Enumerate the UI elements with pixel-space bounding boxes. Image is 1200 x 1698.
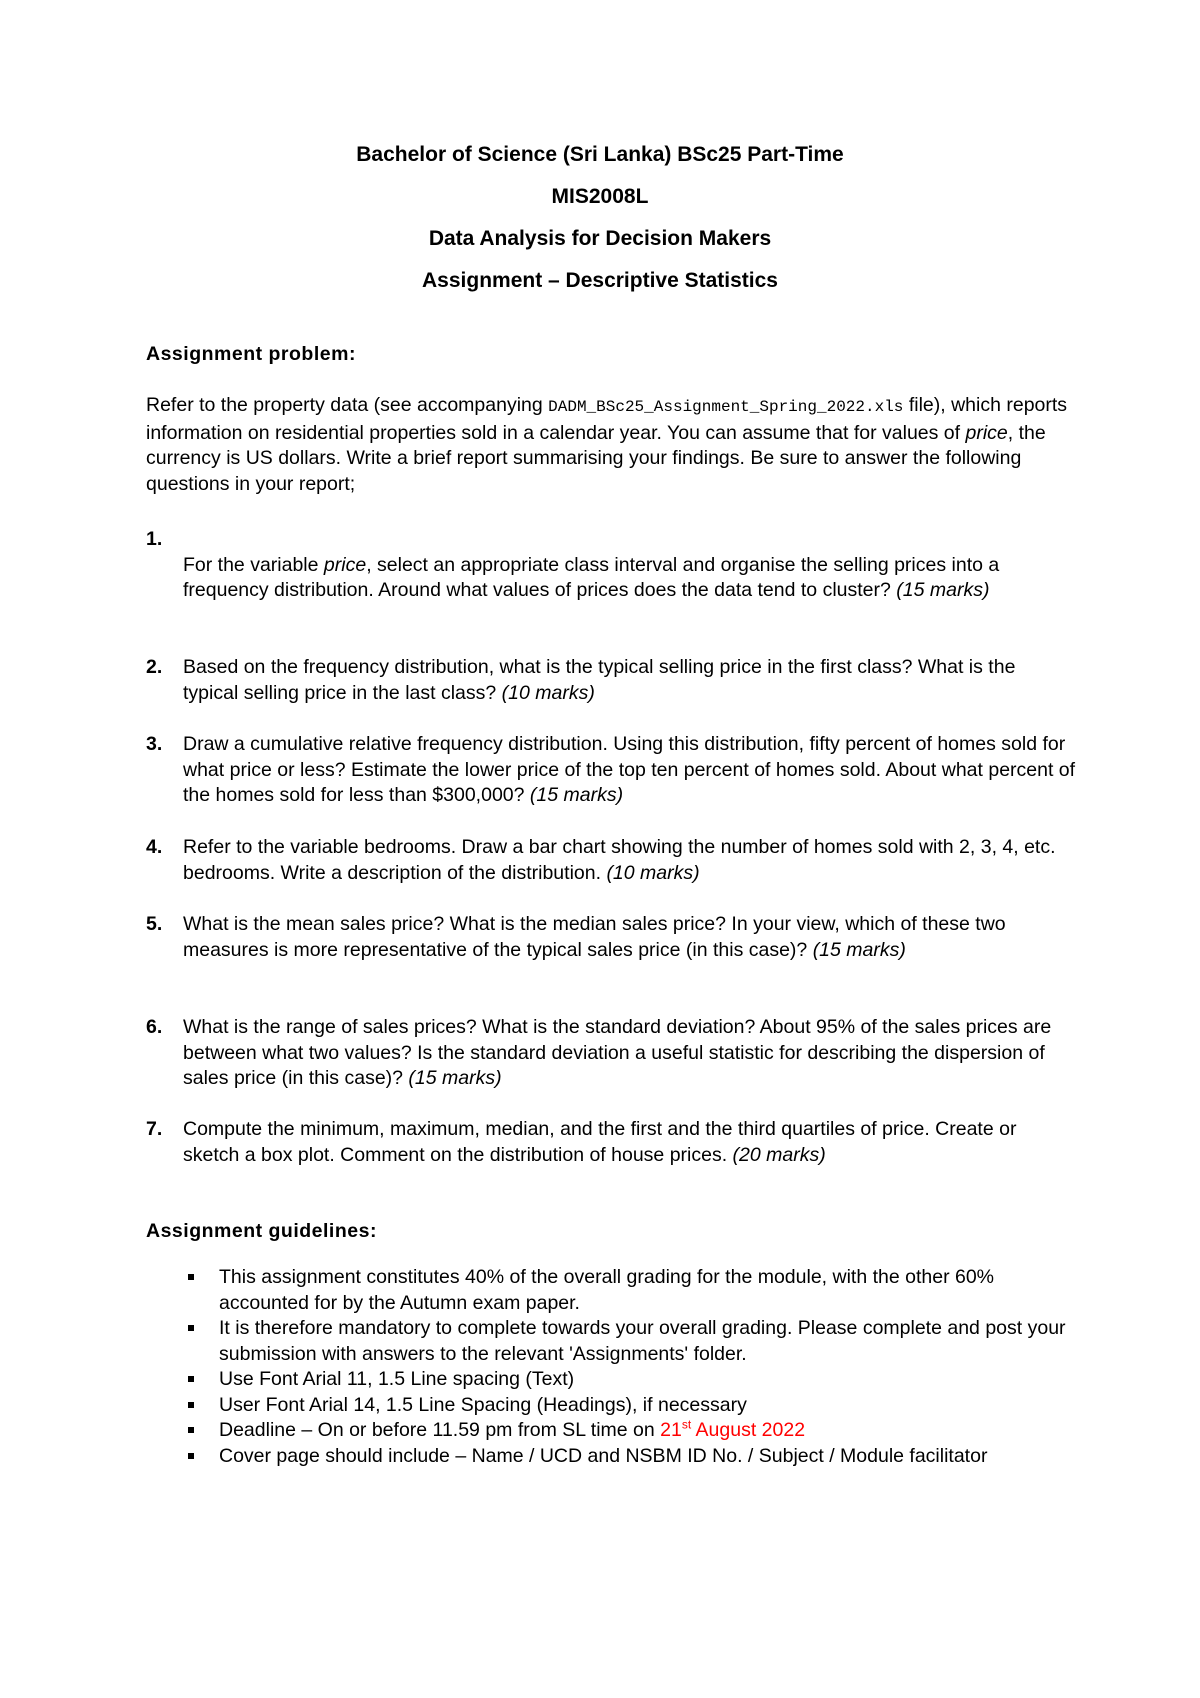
- question-2: [146, 655, 1076, 706]
- question-text-body: Based on the frequency distribution, what is the typical selling price in the first class? What is the typical selling price in the last class?: [183, 656, 1016, 704]
- price-term: price: [323, 553, 367, 576]
- question-marks: (20 marks): [732, 1143, 826, 1166]
- question-number: 7.: [146, 1118, 163, 1140]
- guidelines-list: [146, 1265, 1076, 1469]
- list-item: [146, 1393, 1076, 1419]
- list-item: [146, 1367, 1076, 1393]
- question-text-body: Refer to the variable bedrooms. Draw a bar chart showing the number of homes sold with 2, 3, 4, etc. bedrooms. Write a description of the distribution.: [183, 836, 1056, 884]
- question-marks: (15 marks): [812, 938, 906, 961]
- question-number: 1.: [146, 528, 163, 550]
- question-number: 2.: [146, 656, 163, 678]
- bullet-icon: [188, 1274, 194, 1280]
- guidelines-heading: Assignment guidelines:: [146, 1220, 377, 1242]
- intro-text-1: Refer to the property data (see accompanying: [146, 394, 549, 416]
- bullet-icon: [188, 1376, 194, 1382]
- module-title: Data Analysis for Decision Makers: [428, 227, 772, 250]
- question-text: [183, 835, 1076, 886]
- question-number: 5.: [146, 913, 163, 935]
- question-5: [146, 912, 1076, 963]
- question-7: [146, 1117, 1076, 1168]
- list-item: [146, 1316, 1076, 1367]
- question-marks: (15 marks): [896, 579, 990, 601]
- title-block: [0, 143, 1200, 311]
- bullet-icon: [188, 1453, 194, 1459]
- question-text: [183, 1117, 1076, 1168]
- question-text-body: , select an appropriate class interval and organise the selling prices into a frequency distribution. Around what values of prices does the data tend to cluster?: [183, 553, 1000, 601]
- question-text: [183, 655, 1076, 706]
- question-1: [146, 527, 1076, 604]
- question-text-pre: For the variable: [183, 553, 324, 576]
- guideline-text: This assignment constitutes 40% of the overall grading for the module, with the other 60% accounted for by the Autumn exam paper.: [219, 1266, 995, 1314]
- question-3: [146, 732, 1076, 809]
- guideline-text: It is therefore mandatory to complete towards your overall grading. Please complete and post your submission with answers to the relevant 'Assignments' folder.: [219, 1317, 1066, 1365]
- bullet-icon: [188, 1402, 194, 1408]
- question-number: 4.: [146, 836, 163, 858]
- assignment-title: Assignment – Descriptive Statistics: [422, 269, 778, 292]
- data-filename: DADM_BSc25_Assignment_Spring_2022.xls: [548, 398, 904, 416]
- question-marks: (15 marks): [529, 784, 624, 806]
- question-number: 6.: [146, 1016, 163, 1038]
- intro-text-3: , the currency is US dollars. Write a brief report summarising your findings. Be sure to answer the following questions in your report;: [146, 421, 1046, 495]
- list-item: [146, 1444, 1076, 1470]
- price-term: price: [965, 421, 1008, 444]
- deadline-text: Deadline – On or before 11.59 pm from SL time on: [219, 1419, 661, 1441]
- question-text: [183, 553, 1076, 604]
- question-text-body: What is the mean sales price? What is the median sales price? In your view, which of these two measures is more representative of the typical sales price (in this case)?: [183, 913, 1006, 961]
- question-6: [146, 1015, 1076, 1092]
- question-marks: (10 marks): [606, 861, 700, 884]
- question-4: [146, 835, 1076, 886]
- deadline-suffix: st: [681, 1417, 692, 1432]
- degree-title: Bachelor of Science (Sri Lanka) BSc25 Part-Time: [356, 143, 844, 166]
- list-item: [146, 1265, 1076, 1316]
- question-text-body: Compute the minimum, maximum, median, and the first and the third quartiles of price. Create or sketch a box plot. Comment on the distribution of house prices.: [183, 1118, 1017, 1166]
- guideline-text: User Font Arial 14, 1.5 Line Spacing (Headings), if necessary: [219, 1393, 747, 1416]
- deadline-day: 21: [660, 1419, 682, 1441]
- deadline-date: [660, 1419, 805, 1441]
- guideline-text: Cover page should include – Name / UCD and NSBM ID No. / Subject / Module facilitator: [219, 1444, 988, 1467]
- question-number: 3.: [146, 733, 163, 755]
- module-code: MIS2008L: [551, 185, 649, 208]
- question-text: [183, 912, 1076, 963]
- bullet-icon: [188, 1325, 194, 1331]
- guideline-text: Use Font Arial 11, 1.5 Line spacing (Text): [219, 1368, 575, 1390]
- intro-text-2: file), which reports information on residential properties sold in a calendar year. You can assume that for values of: [146, 394, 1068, 444]
- problem-heading: Assignment problem:: [146, 343, 356, 365]
- deadline-month-year: August 2022: [691, 1419, 806, 1441]
- question-text-body: What is the range of sales prices? What is the standard deviation? About 95% of the sales prices are between what two values? Is the standard deviation a useful statistic for describing the dispersion of sales price (in this case)?: [183, 1016, 1052, 1089]
- question-marks: (10 marks): [501, 681, 595, 704]
- deadline-item: [146, 1418, 1076, 1444]
- question-text: [183, 1015, 1076, 1092]
- question-text-body: Draw a cumulative relative frequency distribution. Using this distribution, fifty percent of homes sold for what price or less? Estimate the lower price of the top ten percent of homes sold. About what percent of the homes sold for less than $300,000?: [183, 733, 1076, 806]
- problem-intro: [146, 393, 1076, 497]
- question-marks: (15 marks): [408, 1067, 502, 1089]
- question-text: [183, 732, 1076, 809]
- bullet-icon: [188, 1427, 194, 1433]
